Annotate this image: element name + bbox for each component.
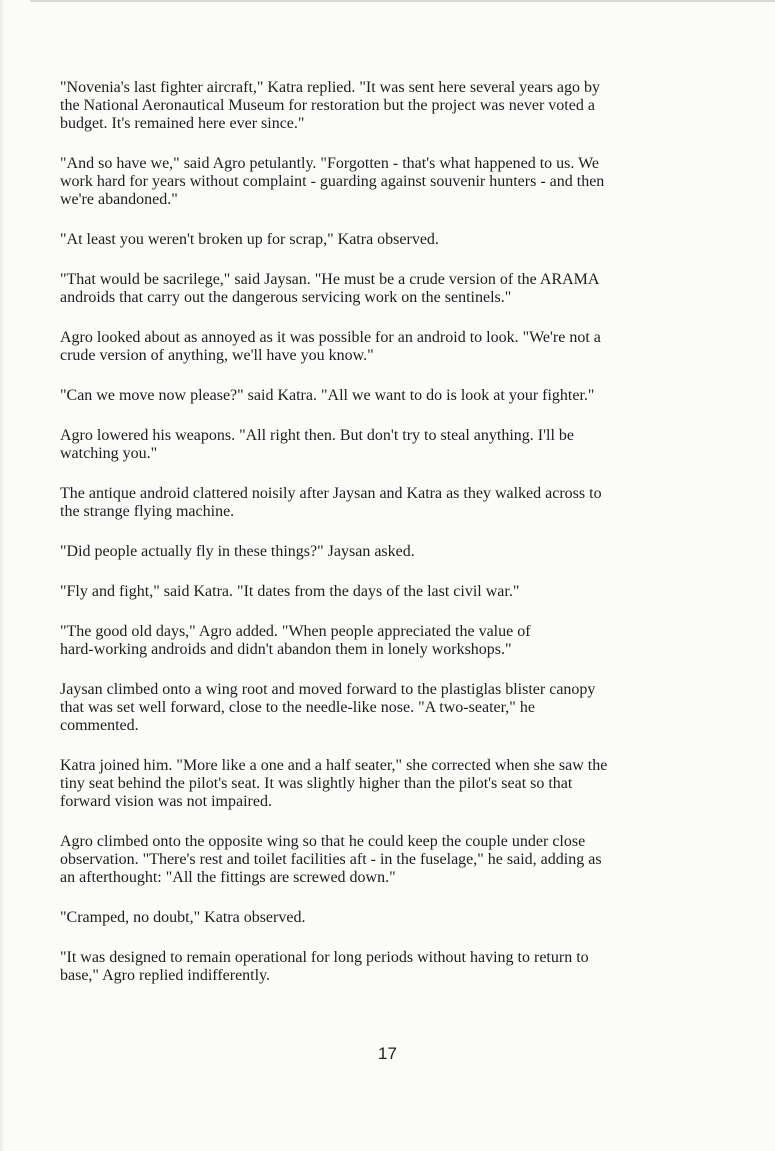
- paragraph: The antique android clattered noisily after Jaysan and Katra as they walked across to the strange flying machine.: [60, 485, 602, 520]
- paragraph: "The good old days," Agro added. "When people appreciated the value of hard-working androids and didn't abandon them in lonely workshops.": [60, 623, 531, 658]
- paragraph: "Fly and fight," said Katra. "It dates from the days of the last civil war.": [60, 583, 520, 600]
- paragraph: Agro lowered his weapons. "All right then. But don't try to steal anything. I'll be watching you.": [60, 427, 574, 462]
- paragraph: "At least you weren't broken up for scrap," Katra observed.: [60, 231, 439, 248]
- paragraph: "That would be sacrilege," said Jaysan. "He must be a crude version of the ARAMA androids that carry out the dangerous servicing work on the sentinels.": [60, 271, 600, 306]
- page-top-edge: [30, 0, 775, 2]
- paragraph: Katra joined him. "More like a one and a half seater," she corrected when she saw the tiny seat behind the pilot's seat. It was slightly higher than the pilot's seat so that forward vision was not impaired.: [60, 757, 608, 810]
- paragraph: Jaysan climbed onto a wing root and moved forward to the plastiglas blister canopy that was set well forward, close to the needle-like nose. "A two-seater," he commented.: [60, 681, 596, 734]
- paragraph: Agro climbed onto the opposite wing so that he could keep the couple under close observation. "There's rest and toilet facilities aft - in the fuselage," he said, adding as an afterthought: "All the fittings are screwed down.": [60, 833, 602, 886]
- paragraph: "Did people actually fly in these things?" Jaysan asked.: [60, 543, 415, 560]
- paragraph: Agro looked about as annoyed as it was possible for an android to look. "We're not a crude version of anything, we'll have you know.": [60, 329, 601, 364]
- paragraph: "Novenia's last fighter aircraft," Katra replied. "It was sent here several years ago by the National Aeronautical Museum for restoration but the project was never voted a budget. It's remained here ever since.": [60, 79, 601, 132]
- paragraph: "Can we move now please?" said Katra. "All we want to do is look at your fighter.": [60, 387, 595, 404]
- page-number: 17: [378, 1044, 397, 1063]
- paragraph: "Cramped, no doubt," Katra observed.: [60, 909, 306, 926]
- page-edge-shadow: [0, 0, 5, 1151]
- page-body: [60, 79, 692, 1007]
- paragraph: "It was designed to remain operational for long periods without having to return to base," Agro replied indifferently.: [60, 949, 589, 984]
- paragraph: "And so have we," said Agro petulantly. "Forgotten - that's what happened to us. We work hard for years without complaint - guarding against souvenir hunters - and then we're abandoned.": [60, 155, 605, 208]
